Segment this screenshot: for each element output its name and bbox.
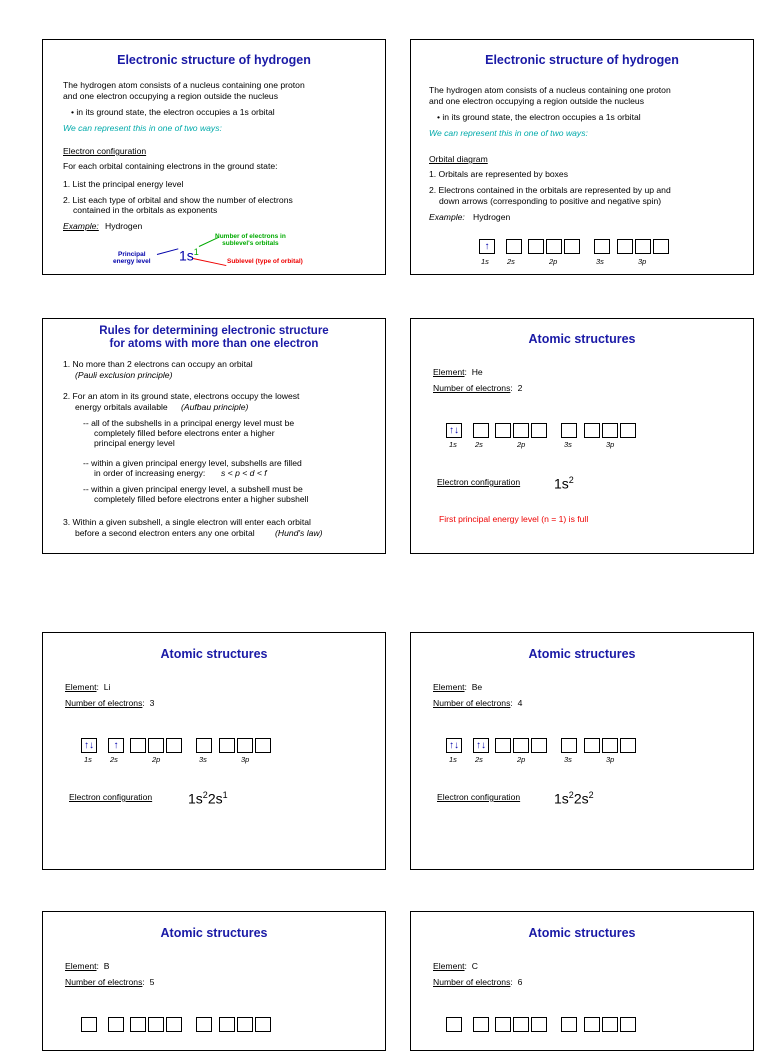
electrons-row: Number of electrons: 4 [433,698,523,708]
orbital-label: 3s [564,755,572,764]
orbital-box-1s: ↑↓ [81,738,97,753]
list-item: contained in the orbitals as exponents [73,205,218,215]
config-exponent: 2 [568,475,574,485]
example-label: Example: [63,221,99,231]
orbital-box-3p [620,738,636,753]
orbital-box-2p [495,423,511,438]
config-text: 1s [179,247,194,264]
orbital-box-3p [620,1017,636,1032]
orbital-box-2p [495,1017,511,1032]
example-label: Example: [429,212,465,222]
orbital-box-3p [584,738,600,753]
slide-title-line: Rules for determining electronic structure [99,325,329,337]
annotation-line: sublevel's orbitals [222,240,279,247]
section-heading: Orbital diagram [429,154,488,164]
electrons-row: Number of electrons: 5 [65,977,155,987]
orbital-box-2p [130,738,146,753]
orbital-box-3s [561,1017,577,1032]
rule-line: -- within a given principal energy level, a subshell must be [83,484,303,494]
element-value: Be [471,682,483,692]
paragraph-line: The hydrogen atom consists of a nucleus containing one proton [63,80,305,90]
configuration-value [554,472,574,492]
config-exponent: 1 [222,790,228,800]
slide-title: Atomic structures [160,926,268,940]
slide-title: Electronic structure of hydrogen [485,53,679,67]
list-item: 2. List each type of orbital and show the number of electrons [63,195,293,205]
orbital-box-2p [531,423,547,438]
rule-line: -- all of the subshells in a principal energy level must be [83,418,295,428]
list-item: 1. Orbitals are represented by boxes [429,169,569,179]
slide-title: Atomic structures [528,332,636,346]
configuration-label: Electron configuration [69,792,153,802]
note-full-level: First principal energy level (n = 1) is full [439,514,589,524]
bullet-line: • in its ground state, the electron occupies a 1s orbital [437,112,641,122]
orbital-label: 3s [564,440,572,449]
element-value: Li [103,682,111,692]
orbital-box-1s: ↑↓ [446,738,462,753]
orbital-box-2p [513,423,529,438]
orbital-box-3p [653,239,669,254]
orbital-box-3p [255,738,271,753]
electrons-value: 3 [149,698,155,708]
orbital-box-3p [617,239,633,254]
element-label: Element [65,682,97,692]
orbital-box-2s [473,1017,489,1032]
orbital-label: 2p [549,257,558,266]
orbital-box-1s: ↑ [479,239,495,254]
annotation-electrons [215,233,286,247]
electrons-label: Number of electrons [65,977,143,987]
rule-line: completely filled before electrons enter a higher [94,428,275,438]
orbital-label: 2s [110,755,118,764]
slide-atomic-be [410,632,754,870]
orbital-box-2s [506,239,522,254]
configuration-value [188,787,228,807]
orbital-box-2p [513,1017,529,1032]
orbital-label: 3s [199,755,207,764]
configuration-value [554,787,594,807]
rule-line: completely filled before electrons enter a higher subshell [94,494,309,504]
paragraph-line: For each orbital containing electrons in the ground state: [63,161,278,171]
orbital-box-2s: ↑↓ [473,738,489,753]
slide-atomic-li [42,632,386,870]
orbital-box-2p [130,1017,146,1032]
element-label: Element [433,367,465,377]
rule-line: (Pauli exclusion principle) [75,370,173,380]
orbital-box-2p [531,738,547,753]
rule-line: 3. Within a given subshell, a single electron will enter each orbital [63,517,311,527]
configuration-label: Electron configuration [437,792,521,802]
config-exponent: 2 [202,790,208,800]
orbital-box-3p [255,1017,271,1032]
rule-line: -- within a given principal energy level, subshells are filled [83,458,302,468]
example-value: Hydrogen [105,221,143,231]
annotation-sublevel: Sublevel (type of orbital) [227,258,303,265]
highlight-line: We can represent this in one of two ways: [429,128,588,138]
element-label: Element [433,682,465,692]
config-term: 1s [554,475,569,492]
orbital-label: 2p [517,440,526,449]
annotation-line: energy level [113,258,151,265]
orbital-box-1s [446,1017,462,1032]
orbital-box-2p [564,239,580,254]
element-row: Element: B [65,961,110,971]
slide-title: Electronic structure of hydrogen [117,53,311,67]
orbital-box-2p [528,239,544,254]
paragraph-line: and one electron occupying a region outside the nucleus [429,96,644,106]
orbital-box-3s [196,738,212,753]
orbital-label: 2s [475,440,483,449]
rule-line: 2. For an atom in its ground state, electrons occupy the lowest [63,391,300,401]
slide-hydrogen-orbital-diagram [410,39,754,275]
electrons-row: Number of electrons: 6 [433,977,523,987]
electrons-value: 4 [517,698,523,708]
element-label: Element [433,961,465,971]
electrons-label: Number of electrons [433,977,511,987]
configuration-label: Electron configuration [437,477,521,487]
orbital-box-2p [148,738,164,753]
electrons-label: Number of electrons [433,383,511,393]
slide-atomic-c [410,911,754,1051]
list-item: down arrows (corresponding to positive and negative spin) [439,196,662,206]
orbital-box-3p [620,423,636,438]
annotation-line: Number of electrons in [215,233,286,240]
electrons-value: 2 [517,383,523,393]
config-exponent: 2 [568,790,574,800]
orbital-box-3p [219,1017,235,1032]
orbital-box-2p [166,738,182,753]
slide-title: Atomic structures [528,926,636,940]
orbital-box-2p [546,239,562,254]
slide-title: Atomic structures [160,647,268,661]
orbital-label: 2s [507,257,515,266]
orbital-box-3s [594,239,610,254]
rule-line: (Hund's law) [275,528,323,538]
element-value: B [103,961,110,971]
electrons-value: 5 [149,977,155,987]
orbital-box-1s [81,1017,97,1032]
electrons-row: Number of electrons: 3 [65,698,155,708]
rule-line: 1. No more than 2 electrons can occupy an orbital [63,359,253,369]
annotation-line: Principal [118,251,146,258]
configuration-1s1 [179,244,199,264]
orbital-label: 1s [481,257,489,266]
electrons-value: 6 [517,977,523,987]
orbital-label: 3p [241,755,250,764]
config-exponent: 1 [193,247,199,257]
orbital-label: 1s [449,755,457,764]
config-term: 1s [188,790,203,807]
section-heading: Electron configuration [63,146,147,156]
rule-line: before a second electron enters any one orbital [75,528,255,538]
orbital-box-3p [602,1017,618,1032]
orbital-label: 1s [84,755,92,764]
connector-line [157,248,179,255]
orbital-label: 2p [517,755,526,764]
paragraph-line: and one electron occupying a region outside the nucleus [63,91,278,101]
orbital-box-3p [584,423,600,438]
orbital-label: 3p [606,755,615,764]
electrons-row: Number of electrons: 2 [433,383,523,393]
list-item: 1. List the principal energy level [63,179,184,189]
element-row: Element: C [433,961,478,971]
orbital-box-3s [561,738,577,753]
orbital-label: 1s [449,440,457,449]
orbital-box-1s: ↑↓ [446,423,462,438]
rule-line: in order of increasing energy: [94,468,206,478]
rule-line: s < p < d < f [221,468,267,478]
orbital-box-3s [561,423,577,438]
electrons-label: Number of electrons [433,698,511,708]
element-row: Element: Be [433,682,483,692]
orbital-box-3p [602,423,618,438]
slide-title-line: for atoms with more than one electron [109,338,319,350]
slide-title: Atomic structures [528,647,636,661]
slide-atomic-he [410,318,754,554]
config-exponent: 2 [588,790,594,800]
element-value: He [471,367,483,377]
orbital-label: 2p [152,755,161,764]
orbital-box-2p [148,1017,164,1032]
slide-atomic-b [42,911,386,1051]
config-term: 1s [554,790,569,807]
orbital-box-2p [531,1017,547,1032]
orbital-box-2p [495,738,511,753]
orbital-box-3p [237,738,253,753]
rule-line: principal energy level [94,438,175,448]
orbital-box-2p [513,738,529,753]
example-value: Hydrogen [473,212,511,222]
list-item: 2. Electrons contained in the orbitals are represented by up and [429,185,671,195]
orbital-label: 3p [606,440,615,449]
orbital-box-3p [635,239,651,254]
highlight-line: We can represent this in one of two ways: [63,123,222,133]
orbital-label: 3s [596,257,604,266]
orbital-label: 3p [638,257,647,266]
annotation-principal [113,251,151,265]
element-label: Element [65,961,97,971]
paragraph-line: The hydrogen atom consists of a nucleus containing one proton [429,85,671,95]
orbital-label: 2s [475,755,483,764]
orbital-box-3p [237,1017,253,1032]
config-term: 2s [573,790,589,807]
electrons-label: Number of electrons [65,698,143,708]
config-term: 2s [207,790,223,807]
element-row: Element: Li [65,682,111,692]
element-row: Element: He [433,367,483,377]
orbital-box-2s [473,423,489,438]
element-value: C [471,961,478,971]
orbital-box-3p [219,738,235,753]
rule-line: (Aufbau principle) [181,402,249,412]
orbital-box-3p [602,738,618,753]
bullet-line: • in its ground state, the electron occupies a 1s orbital [71,107,275,117]
rule-line: energy orbitals available [75,402,168,412]
orbital-box-3s [196,1017,212,1032]
slide-hydrogen-configuration [42,39,386,275]
orbital-box-2s [108,1017,124,1032]
orbital-box-2p [166,1017,182,1032]
orbital-box-2s: ↑ [108,738,124,753]
slide-rules [42,318,386,554]
orbital-box-3p [584,1017,600,1032]
